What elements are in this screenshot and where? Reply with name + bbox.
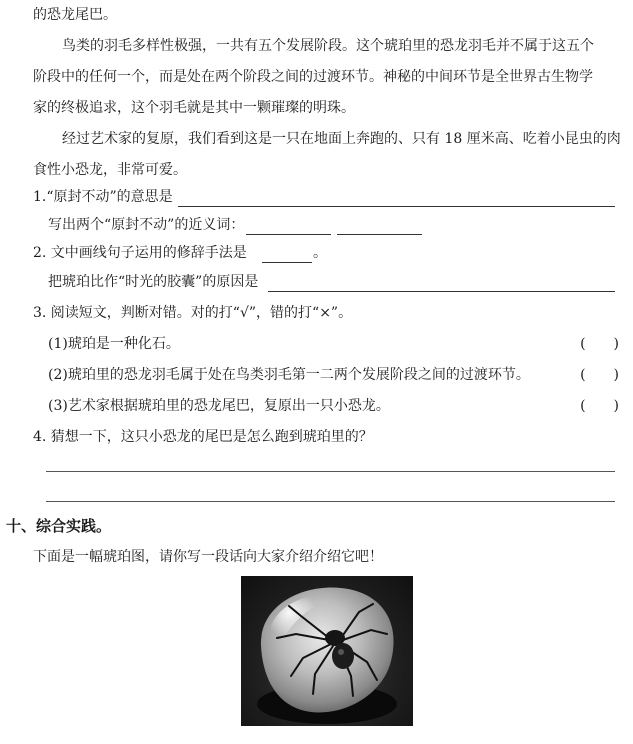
amber-spider-icon bbox=[241, 576, 413, 726]
paragraph-1-line-2: 阶段中的任何一个，而是处在两个阶段之间的过渡环节。神秘的中间环节是全世界古生物学 bbox=[33, 69, 593, 85]
judge-item-3-paren[interactable]: ( ) bbox=[580, 398, 619, 414]
question-2-sub-answer-line[interactable] bbox=[268, 275, 615, 292]
question-4: 4. 猜想一下，这只小恐龙的尾巴是怎么跑到琥珀里的？ bbox=[33, 429, 373, 445]
section-10-heading: 十、综合实践。 bbox=[6, 517, 112, 535]
paragraph-2-line-2: 食性小恐龙，非常可爱。 bbox=[33, 162, 187, 178]
judge-item-2 bbox=[48, 366, 530, 384]
question-1-answer-line[interactable] bbox=[178, 190, 615, 207]
question-4-answer-line-2[interactable] bbox=[46, 501, 615, 502]
section-10-instruction: 下面是一幅琥珀图，请你写一段话向大家介绍介绍它吧！ bbox=[33, 549, 383, 565]
question-2-period: 。 bbox=[313, 245, 327, 261]
paragraph-1-line-3: 家的终极追求，这个羽毛就是其中一颗璀璨的明珠。 bbox=[33, 100, 355, 116]
judge-item-2-text: (2)琥珀里的恐龙羽毛属于处在鸟类羽毛第一二两个发展阶段之间的过渡环节。 bbox=[48, 367, 530, 383]
judge-item-1-paren[interactable]: ( ) bbox=[580, 336, 619, 352]
question-3: 3. 阅读短文，判断对错。对的打“√”，错的打“×”。 bbox=[33, 305, 353, 321]
question-2-answer-line[interactable] bbox=[262, 246, 312, 263]
question-1-text: 1.“原封不动”的意思是 bbox=[33, 189, 173, 205]
question-2: 2. 文中画线句子运用的修辞手法是 bbox=[33, 245, 247, 261]
question-1-sub: 写出两个“原封不动”的近义词： bbox=[48, 217, 245, 233]
question-2-sub: 把琥珀比作“时光的胶囊”的原因是 bbox=[48, 274, 259, 290]
question-1 bbox=[33, 188, 173, 206]
synonym-2-answer-line[interactable] bbox=[337, 218, 422, 235]
judge-item-1-text: (1)琥珀是一种化石。 bbox=[48, 336, 180, 352]
judge-item-2-paren[interactable]: ( ) bbox=[580, 367, 619, 383]
synonym-1-answer-line[interactable] bbox=[246, 218, 331, 235]
paragraph-tail: 的恐龙尾巴。 bbox=[33, 7, 117, 23]
paragraph-1-line-1: 鸟类的羽毛多样性极强，一共有五个发展阶段。这个琥珀里的恐龙羽毛并不属于这五个 bbox=[62, 38, 594, 54]
amber-spider-photo bbox=[241, 576, 413, 726]
judge-item-1 bbox=[48, 335, 618, 353]
paragraph-2-line-1: 经过艺术家的复原，我们看到这是一只在地面上奔跑的、只有 18 厘米高、吃着小昆虫的肉 bbox=[62, 131, 621, 147]
judge-item-3-text: (3)艺术家根据琥珀里的恐龙尾巴，复原出一只小恐龙。 bbox=[48, 398, 390, 414]
judge-item-3 bbox=[48, 397, 390, 415]
question-4-answer-line-1[interactable] bbox=[46, 471, 615, 472]
